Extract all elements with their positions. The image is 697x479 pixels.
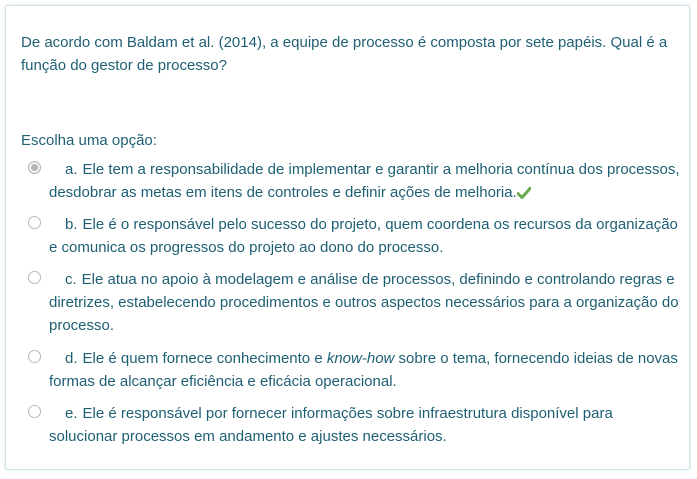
check-icon	[517, 187, 531, 199]
option-c-letter: c.	[65, 271, 77, 288]
option-b[interactable]	[21, 213, 681, 259]
option-e-radio[interactable]	[28, 405, 41, 418]
option-a[interactable]	[21, 158, 681, 204]
option-d-text-italic: know-how	[326, 350, 395, 367]
option-e-text: Ele é responsável por fornecer informações sobre infraestrutura disponível para solucionar processos em andamento e ajustes necessários.	[49, 405, 613, 445]
option-d-label[interactable]	[49, 347, 681, 393]
option-a-radio[interactable]	[28, 161, 41, 174]
option-b-text: Ele é o responsável pelo sucesso do projeto, quem coordena os recursos da organização e comunica os progressos do projeto ao dono do processo.	[49, 216, 678, 256]
option-e[interactable]	[21, 402, 681, 448]
option-d-text-before: Ele é quem fornece conhecimento e	[82, 350, 327, 367]
option-b-label[interactable]	[49, 213, 681, 259]
option-b-letter: b.	[65, 216, 78, 233]
option-c[interactable]	[21, 268, 681, 337]
option-d-radio[interactable]	[28, 350, 41, 363]
option-d-text-after: sobre o tema, fornecendo ideias de novas formas de alcançar eficiência e eficácia operacional.	[49, 350, 678, 390]
question-card	[5, 5, 690, 470]
option-a-text: Ele tem a responsabilidade de implementar e garantir a melhoria contínua dos processos, desdobrar as metas em itens de controles e definir ações de melhoria.	[49, 161, 680, 201]
option-c-radio[interactable]	[28, 271, 41, 284]
option-c-label[interactable]	[49, 268, 681, 337]
option-d[interactable]	[21, 347, 681, 393]
question-text: De acordo com Baldam et al. (2014), a equipe de processo é composta por sete papéis. Qual é a função do gestor de processo?	[21, 34, 668, 74]
option-a-letter: a.	[65, 161, 78, 178]
option-e-label[interactable]	[49, 402, 681, 448]
option-d-letter: d.	[65, 350, 78, 367]
option-b-radio[interactable]	[28, 216, 41, 229]
answer-prompt: Escolha uma opção:	[21, 132, 157, 149]
option-c-text: Ele atua no apoio à modelagem e análise de processos, definindo e controlando regras e diretrizes, estabelecendo procedimentos e outros aspectos necessários para a organização do processo.	[49, 271, 679, 334]
option-e-letter: e.	[65, 405, 78, 422]
option-a-label[interactable]	[49, 158, 681, 204]
